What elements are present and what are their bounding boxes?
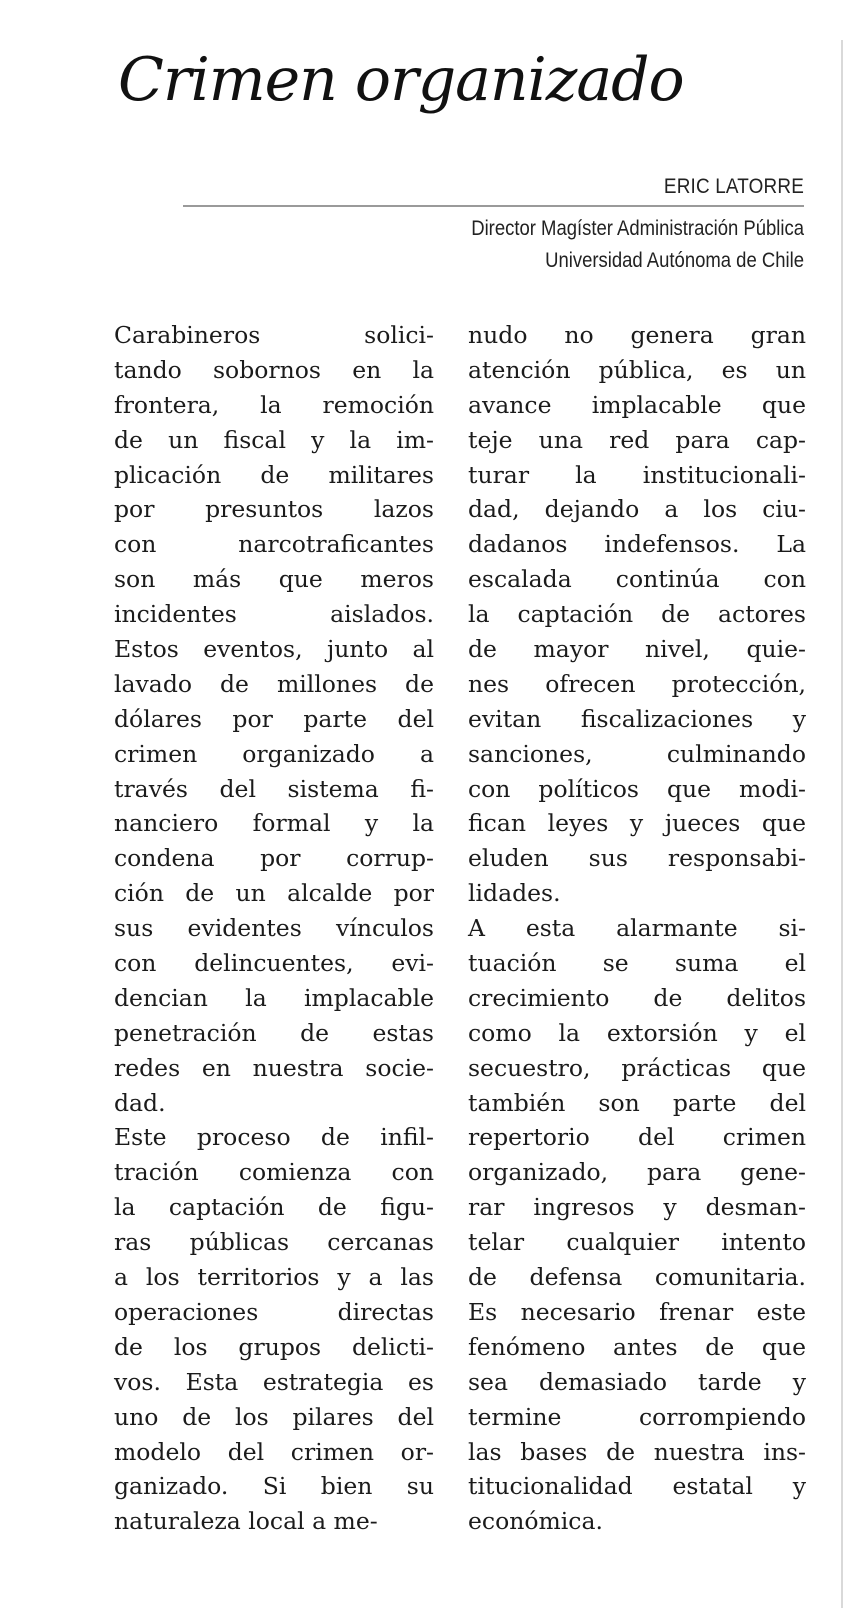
text-line: penetración de estas xyxy=(114,1018,434,1047)
text-line: tando sobornos en la xyxy=(114,355,434,384)
text-line: de los grupos delicti- xyxy=(114,1332,434,1361)
text-line: crecimiento de delitos xyxy=(468,983,806,1012)
text-line: termine corrompiendo xyxy=(468,1402,806,1431)
text-line: de un fiscal y la im- xyxy=(114,425,434,454)
text-line: con narcotraficantes xyxy=(114,530,434,559)
text-line: tuación se suma el xyxy=(468,949,806,978)
text-line: atención pública, es un xyxy=(468,355,806,384)
text-line: frontera, la remoción xyxy=(114,390,434,419)
text-line: Es necesario frenar este xyxy=(468,1297,806,1326)
text-line: fican leyes y jueces que xyxy=(468,809,806,838)
text-line: la captación de actores xyxy=(468,600,806,629)
text-line: vos. Esta estrategia es xyxy=(114,1367,434,1396)
author-position: Director Magíster Administración Pública xyxy=(471,217,804,240)
text-line: secuestro, prácticas que xyxy=(468,1053,806,1082)
text-line: con políticos que modi- xyxy=(468,774,806,803)
text-line: por presuntos lazos xyxy=(114,495,434,524)
page-edge-rule xyxy=(841,40,843,1608)
text-line: lidades. xyxy=(468,879,561,908)
text-line: ras públicas cercanas xyxy=(114,1228,434,1257)
text-line: repertorio del crimen xyxy=(468,1123,806,1152)
text-line: con delincuentes, evi- xyxy=(114,949,434,978)
text-line: lavado de millones de xyxy=(114,669,434,698)
text-line: naturaleza local a me- xyxy=(114,1507,378,1536)
text-line: evitan fiscalizaciones y xyxy=(468,704,806,733)
text-line: sus evidentes vínculos xyxy=(114,914,434,943)
text-line: operaciones directas xyxy=(114,1297,434,1326)
text-line: través del sistema fi- xyxy=(114,774,434,803)
text-line: crimen organizado a xyxy=(114,739,434,768)
text-line: A esta alarmante si- xyxy=(468,914,806,943)
text-line: nes ofrecen protección, xyxy=(468,669,806,698)
text-line: condena por corrup- xyxy=(114,844,434,873)
author-institution: Universidad Autónoma de Chile xyxy=(545,249,804,272)
text-line: dólares por parte del xyxy=(114,704,434,733)
text-line: fenómeno antes de que xyxy=(468,1332,806,1361)
text-line: sea demasiado tarde y xyxy=(468,1367,806,1396)
author-name: ERIC LATORRE xyxy=(183,172,804,207)
text-line: avance implacable que xyxy=(468,390,806,419)
text-line: organizado, para gene- xyxy=(468,1158,806,1187)
text-line: de mayor nivel, quie- xyxy=(468,635,806,664)
text-line: eluden sus responsabi- xyxy=(468,844,806,873)
text-line: tración comienza con xyxy=(114,1158,434,1187)
text-line: dencian la implacable xyxy=(114,983,434,1012)
text-line: las bases de nuestra ins- xyxy=(468,1437,806,1466)
text-line: plicación de militares xyxy=(114,460,434,489)
article-title: Crimen organizado xyxy=(118,45,684,115)
text-line: nudo no genera gran xyxy=(468,321,806,349)
text-line: teje una red para cap- xyxy=(468,425,806,454)
text-line: redes en nuestra socie- xyxy=(114,1053,434,1082)
text-line: de defensa comunitaria. xyxy=(468,1263,806,1292)
text-line: Estos eventos, junto al xyxy=(114,635,434,664)
text-line: la captación de figu- xyxy=(114,1193,434,1222)
text-line: ganizado. Si bien su xyxy=(114,1472,434,1501)
text-line: dadanos indefensos. La xyxy=(468,530,806,559)
text-line: son más que meros xyxy=(114,565,434,594)
text-line: nanciero formal y la xyxy=(114,809,434,838)
text-line: dad, dejando a los ciu- xyxy=(468,495,806,524)
article-column-left xyxy=(114,318,434,1539)
text-line: a los territorios y a las xyxy=(114,1263,434,1292)
text-line: sanciones, culminando xyxy=(468,739,806,768)
text-line: telar cualquier intento xyxy=(468,1228,806,1257)
text-line: Carabineros solici- xyxy=(114,321,434,349)
text-line: Este proceso de infil- xyxy=(114,1123,434,1152)
text-line: dad. xyxy=(114,1088,166,1117)
text-line: económica. xyxy=(468,1507,603,1536)
text-line: incidentes aislados. xyxy=(114,600,434,629)
text-line: uno de los pilares del xyxy=(114,1402,434,1431)
article-column-right xyxy=(468,318,806,1539)
text-line: escalada continúa con xyxy=(468,565,806,594)
text-line: como la extorsión y el xyxy=(468,1018,806,1047)
text-line: titucionalidad estatal y xyxy=(468,1472,806,1501)
text-line: rar ingresos y desman- xyxy=(468,1193,806,1222)
text-line: también son parte del xyxy=(468,1088,806,1117)
text-line: turar la institucionali- xyxy=(468,460,806,489)
byline xyxy=(114,172,804,277)
text-line: modelo del crimen or- xyxy=(114,1437,434,1466)
text-line: ción de un alcalde por xyxy=(114,879,434,908)
